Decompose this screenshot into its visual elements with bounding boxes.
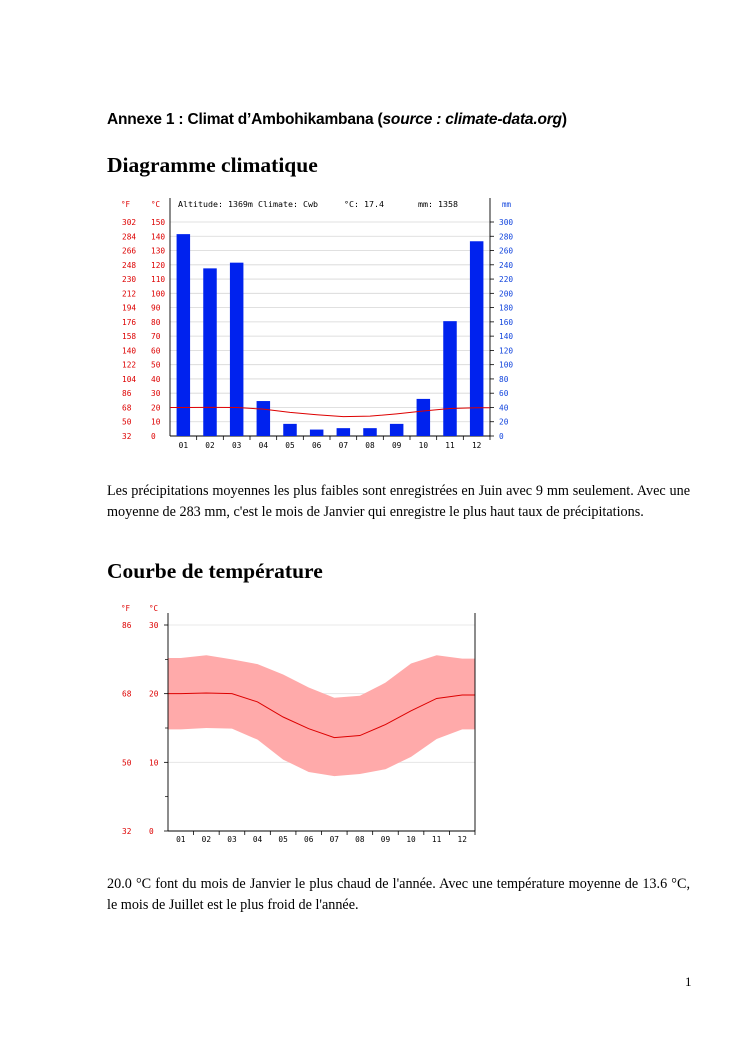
c-tick-label: 130: [151, 246, 166, 256]
mm-tick-label: 240: [499, 260, 514, 270]
x-tick-label: 06: [311, 441, 322, 450]
header-altitude: Altitude: 1369m: [178, 199, 253, 209]
c-tick-label: 50: [151, 360, 161, 370]
f-tick-label: 230: [122, 275, 137, 285]
precipitation-bar: [257, 401, 271, 436]
axis-unit-f: °F: [121, 604, 131, 613]
section-title-climate-diagram: Diagramme climatique: [107, 153, 318, 177]
precipitation-bar: [337, 428, 351, 436]
annex-heading: [107, 111, 567, 129]
x-tick-label: 12: [457, 835, 467, 843]
c-tick-label: 140: [151, 232, 166, 242]
x-tick-label: 09: [391, 441, 402, 450]
x-tick-label: 08: [365, 441, 375, 450]
precipitation-bar: [417, 399, 431, 436]
x-tick-label: 12: [471, 441, 482, 450]
x-tick-label: 06: [304, 835, 314, 843]
x-tick-label: 10: [418, 441, 429, 450]
climate-header: [178, 199, 458, 209]
f-tick-label: 86: [122, 389, 132, 399]
x-tick-label: 07: [329, 835, 339, 843]
precipitation-bar: [363, 428, 377, 436]
temperature-curve-chart: [118, 601, 480, 843]
x-tick-label: 01: [178, 441, 189, 450]
f-tick-label: 158: [122, 332, 137, 342]
annex-prefix: Annexe 1 : Climat d’Ambohikambana (: [107, 111, 383, 128]
x-tick-label: 09: [380, 835, 391, 843]
mm-tick-label: 300: [499, 218, 514, 227]
f-tick-label: 50: [122, 417, 132, 427]
annex-suffix: ): [561, 111, 567, 128]
x-tick-label: 03: [227, 835, 237, 843]
c-tick-label: 20: [151, 403, 161, 413]
climate-diagram-chart: [118, 196, 528, 452]
c-tick-label: 30: [151, 389, 161, 399]
min-max-range-band: [168, 655, 475, 776]
mm-tick-label: 260: [499, 246, 514, 256]
x-tick-label: 10: [406, 835, 416, 843]
f-tick-label: 68: [122, 689, 132, 699]
precipitation-paragraph: Les précipitations moyennes les plus faibles sont enregistrées en Juin avec 9 mm seulement. Avec une moyenne de 283 mm, c'est le mois de Janvier qui enregistre le plus haut taux de précipitations.: [107, 483, 690, 520]
mm-tick-label: 100: [499, 360, 514, 370]
precipitation-bar: [283, 424, 297, 436]
f-tick-label: 122: [122, 360, 137, 370]
mm-tick-label: 280: [499, 232, 514, 242]
f-tick-label: 194: [122, 303, 137, 313]
c-tick-label: 30: [149, 621, 159, 630]
x-tick-label: 05: [285, 441, 295, 450]
mm-tick-label: 200: [499, 289, 514, 299]
mm-tick-label: 80: [499, 374, 509, 384]
mm-tick-label: 20: [499, 417, 509, 427]
section-title-temperature-curve: Courbe de température: [107, 559, 323, 583]
axis-unit-f: °F: [121, 200, 131, 209]
mm-tick-label: 180: [499, 303, 514, 313]
precipitation-bar: [203, 268, 217, 436]
header-climate: Climate: Cwb: [258, 199, 318, 209]
precipitation-bar: [470, 241, 484, 436]
precipitation-bar: [443, 321, 457, 436]
header-precip: mm: 1358: [418, 199, 458, 209]
x-tick-label: 11: [445, 441, 455, 450]
mm-tick-label: 60: [499, 389, 509, 399]
precipitation-bar: [177, 234, 191, 436]
f-tick-label: 176: [122, 317, 137, 327]
f-tick-label: 104: [122, 374, 137, 384]
c-tick-label: 120: [151, 260, 166, 270]
axis-unit-c: °C: [151, 200, 161, 209]
precipitation-bar: [310, 430, 324, 436]
x-tick-label: 01: [176, 835, 186, 843]
header-temp: °C: 17.4: [344, 199, 384, 209]
c-tick-label: 20: [149, 689, 159, 699]
c-tick-label: 110: [151, 275, 166, 285]
f-tick-label: 32: [122, 827, 132, 836]
c-tick-label: 90: [151, 303, 161, 313]
x-tick-label: 02: [205, 441, 215, 450]
c-tick-label: 10: [149, 758, 159, 768]
mm-tick-label: 0: [499, 432, 504, 441]
f-tick-label: 248: [122, 260, 137, 270]
f-tick-label: 266: [122, 246, 137, 256]
x-tick-label: 02: [201, 835, 212, 843]
c-tick-label: 40: [151, 374, 161, 384]
f-tick-label: 302: [122, 218, 137, 227]
f-tick-label: 284: [122, 232, 137, 242]
c-tick-label: 70: [151, 332, 161, 342]
c-tick-label: 0: [149, 827, 154, 836]
mm-tick-label: 220: [499, 275, 514, 285]
x-tick-label: 03: [231, 441, 242, 450]
page-number: 1: [685, 974, 692, 989]
temperature-paragraph: 20.0 °C font du mois de Janvier le plus chaud de l'année. Avec une température moyenne de 13.6 °C, le mois de Juillet est le plus froid de l'année.: [107, 876, 690, 913]
c-tick-label: 60: [151, 346, 161, 356]
x-tick-label: 05: [278, 835, 288, 843]
x-tick-label: 04: [258, 441, 269, 450]
c-tick-label: 10: [151, 417, 161, 427]
x-tick-label: 04: [252, 835, 263, 843]
c-tick-label: 150: [151, 218, 166, 227]
c-tick-label: 100: [151, 289, 166, 299]
x-tick-label: 11: [431, 835, 442, 843]
mm-tick-label: 160: [499, 317, 514, 327]
mm-tick-label: 120: [499, 346, 514, 356]
annex-source: source : climate-data.org: [382, 111, 562, 128]
f-tick-label: 140: [122, 346, 137, 356]
f-tick-label: 68: [122, 403, 132, 413]
x-tick-label: 08: [355, 835, 365, 843]
c-tick-label: 0: [151, 432, 156, 441]
f-tick-label: 50: [122, 758, 132, 768]
precipitation-bar: [390, 424, 404, 436]
mm-tick-label: 140: [499, 332, 514, 342]
temperature-line: [170, 407, 490, 416]
c-tick-label: 80: [151, 317, 161, 327]
mm-tick-label: 40: [499, 403, 509, 413]
f-tick-label: 32: [122, 432, 132, 441]
axis-unit-c: °C: [149, 604, 159, 613]
f-tick-label: 86: [122, 621, 132, 630]
axis-unit-mm: mm: [502, 200, 512, 209]
x-tick-label: 07: [338, 441, 349, 450]
f-tick-label: 212: [122, 289, 137, 299]
precipitation-bar: [230, 263, 244, 436]
